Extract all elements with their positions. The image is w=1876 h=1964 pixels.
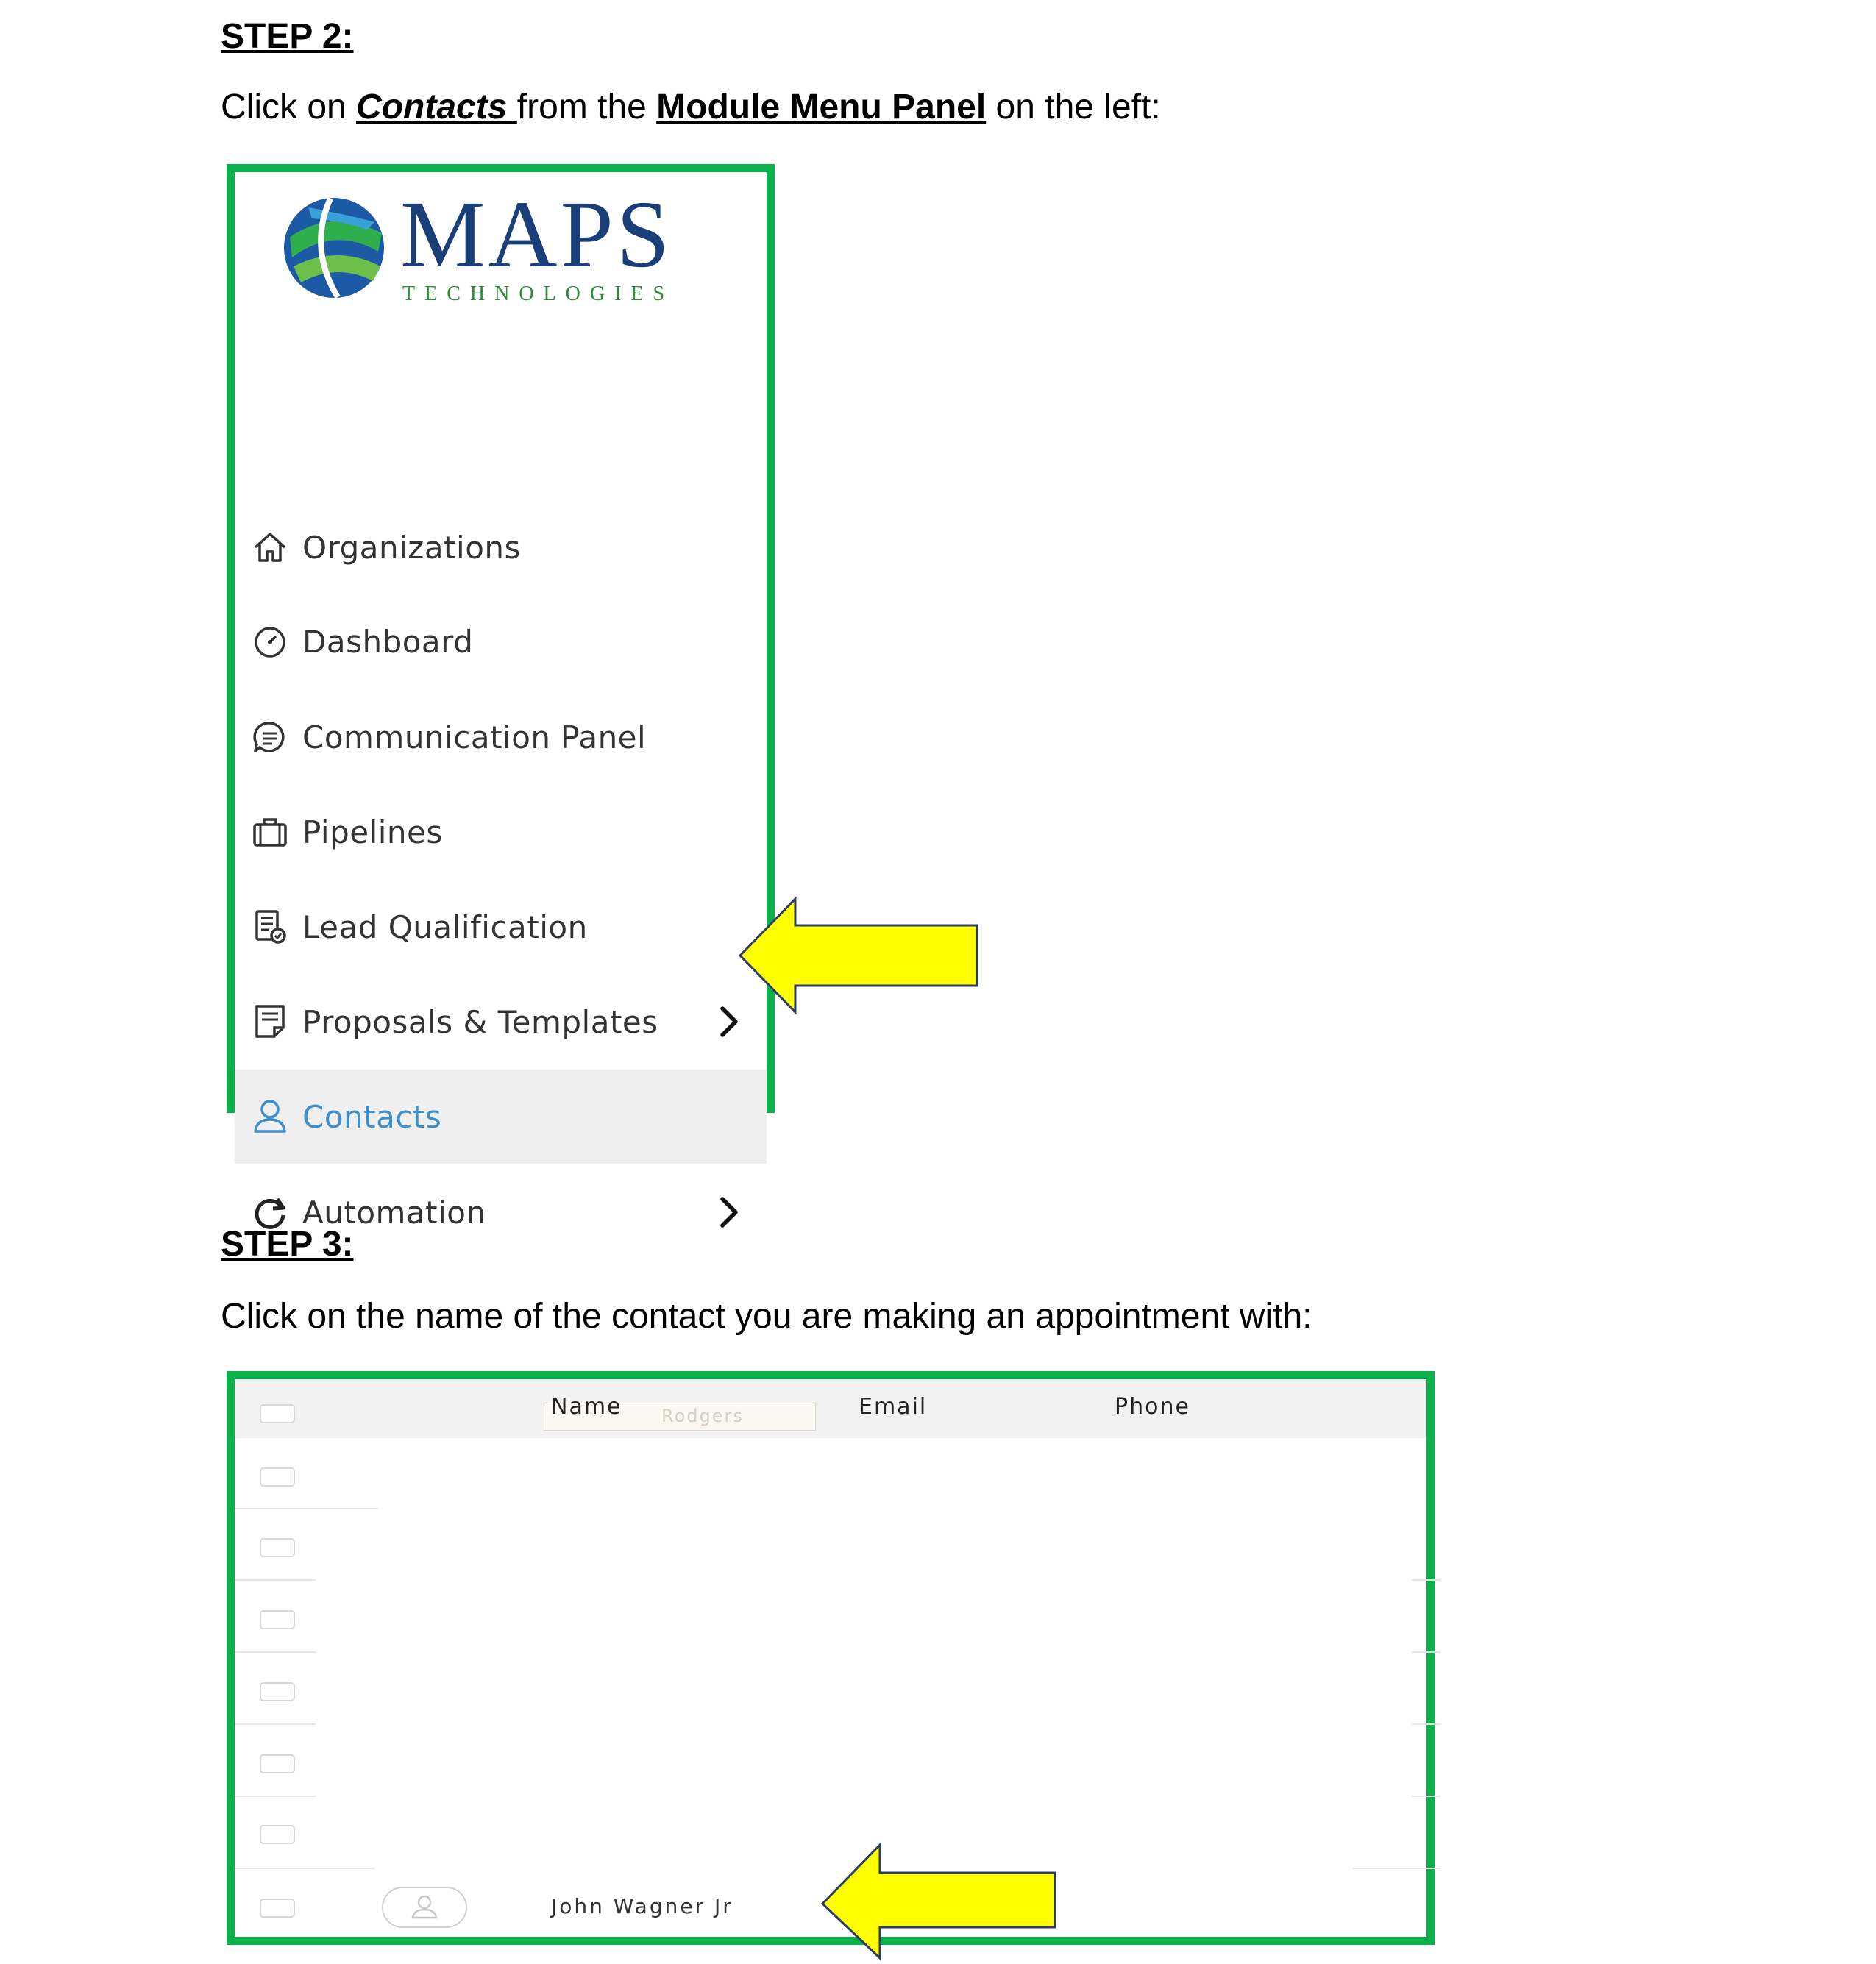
- row-checkbox[interactable]: [260, 1754, 295, 1773]
- menu-item-label: Lead Qualification: [302, 908, 588, 945]
- user-icon: [251, 1097, 289, 1136]
- row-divider: [235, 1579, 316, 1581]
- row-divider: [1412, 1651, 1441, 1653]
- row-checkbox[interactable]: [260, 1825, 295, 1844]
- speedometer-icon: [251, 622, 289, 661]
- menu-item-label: Contacts: [302, 1098, 442, 1135]
- module-menu-panel: [227, 164, 775, 1231]
- row-divider: [235, 1796, 316, 1797]
- row-divider: [235, 1723, 316, 1725]
- select-all-checkbox[interactable]: [260, 1404, 295, 1423]
- logo-wordmark: MAPS: [400, 182, 673, 288]
- briefcase-icon: [251, 813, 289, 851]
- menu-item-label: Pipelines: [302, 814, 443, 850]
- row-checkbox[interactable]: [260, 1538, 295, 1557]
- column-header-name[interactable]: Name: [551, 1394, 622, 1420]
- menu-item-lead-qualification[interactable]: [235, 880, 767, 974]
- contact-avatar: [382, 1887, 467, 1928]
- menu-item-proposals-templates[interactable]: [235, 975, 767, 1069]
- menu-item-pipelines[interactable]: [235, 785, 767, 879]
- yellow-arrow-icon: [734, 893, 984, 1018]
- row-divider: [1412, 1723, 1441, 1725]
- column-header-phone[interactable]: Phone: [1115, 1394, 1190, 1420]
- row-divider: [1412, 1796, 1441, 1797]
- step2-heading: STEP 2:: [221, 17, 354, 56]
- menu-item-organizations[interactable]: [235, 500, 767, 594]
- ghost-text: Rodgers: [661, 1406, 744, 1426]
- step3-heading: STEP 3:: [221, 1225, 354, 1264]
- maps-logo: [279, 182, 691, 305]
- menu-item-label: Automation: [302, 1194, 486, 1231]
- row-checkbox[interactable]: [260, 1899, 295, 1918]
- document-icon: [251, 1003, 289, 1041]
- menu-item-label: Dashboard: [302, 623, 474, 660]
- column-header-email[interactable]: Email: [859, 1394, 928, 1420]
- step2-instruction: [221, 87, 1161, 127]
- globe-logo-icon: [279, 193, 389, 303]
- instruction-text: Click on: [221, 88, 357, 127]
- yellow-arrow-icon: [818, 1839, 1061, 1964]
- row-divider: [235, 1508, 378, 1509]
- instruction-text: on the left:: [986, 88, 1161, 127]
- menu-item-label: Communication Panel: [302, 719, 647, 755]
- menu-item-label: Organizations: [302, 529, 521, 566]
- row-checkbox[interactable]: [260, 1682, 295, 1701]
- checklist-icon: [251, 908, 289, 946]
- instruction-text: from the: [516, 88, 657, 127]
- logo-subtitle: TECHNOLOGIES: [402, 282, 675, 305]
- chat-icon: [251, 718, 289, 756]
- row-divider: [235, 1868, 374, 1869]
- table-header: [235, 1379, 1426, 1438]
- home-icon: [251, 528, 289, 566]
- row-divider: [235, 1651, 316, 1653]
- contacts-emphasis: Contacts: [356, 88, 517, 127]
- chevron-right-icon[interactable]: [715, 1193, 745, 1231]
- menu-item-contacts[interactable]: [235, 1070, 767, 1164]
- row-divider: [1353, 1868, 1441, 1869]
- menu-item-communication-panel[interactable]: [235, 690, 767, 784]
- row-checkbox[interactable]: [260, 1610, 295, 1629]
- menu-item-dashboard[interactable]: [235, 594, 767, 689]
- step3-instruction: Click on the name of the contact you are making an appointment with:: [221, 1297, 1312, 1336]
- row-checkbox[interactable]: [260, 1467, 295, 1487]
- row-divider: [1412, 1579, 1441, 1581]
- user-avatar-icon: [383, 1888, 466, 1926]
- menu-item-label: Proposals & Templates: [302, 1003, 658, 1040]
- contact-name-link[interactable]: John Wagner Jr: [551, 1894, 733, 1918]
- module-menu-panel-emphasis: Module Menu Panel: [656, 88, 987, 127]
